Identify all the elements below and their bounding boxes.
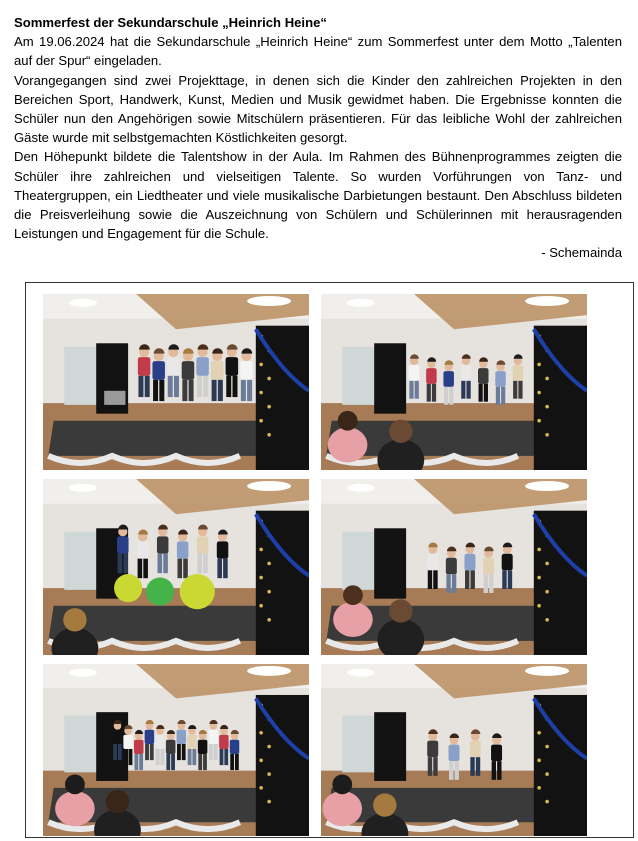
article-title: Sommerfest der Sekundarschule „Heinrich Heine“ [14, 15, 327, 30]
article-paragraph-talentshow: Den Höhepunkt bildete die Talentshow in der Aula. Im Rahmen des Bühnenprogrammes zeigten die Schüler ihre zahlreichen und vielseitigen Talente. So wurden Vorführungen von Tanz- und Theatergruppen, ein Liedtheater und viele musikalische Darbietungen bestaunt. Den Abschluss bildeten die Preisverleihung sowie die Auszeichnung von Schülern und Schülerinnen mit herausragenden Leistungen und Engagement für die Schule. [14, 149, 622, 242]
article-author: - Schemainda [541, 245, 622, 261]
photo-dance-stage [321, 294, 587, 470]
article [14, 13, 622, 263]
photo-dance-group [321, 479, 587, 655]
article-paragraph-intro: Am 19.06.2024 hat die Sekundarschule „Heinrich Heine“ zum Sommerfest unter dem Motto „Talenten auf der Spur“ eingeladen. [14, 34, 622, 69]
photo-award-ceremony [321, 664, 587, 836]
photo-stage-group [43, 294, 309, 470]
photo-ball-performance [43, 479, 309, 655]
photo-all-performers [43, 664, 309, 836]
article-paragraph-projects: Vorangegangen sind zwei Projekttage, in denen sich die Kinder den zahlreichen Projekten in den Bereichen Sport, Handwerk, Kunst, Medien und Musik gewidmet haben. Die Ergebnisse konnten die Schüler nun den Angehörigen sowie Mitschülern präsentieren. Für das leibliche Wohl der zahlreichen Gäste wurde mit selbstgemachten Köstlichkeiten gesorgt. [14, 72, 622, 146]
photo-collage [25, 282, 634, 838]
